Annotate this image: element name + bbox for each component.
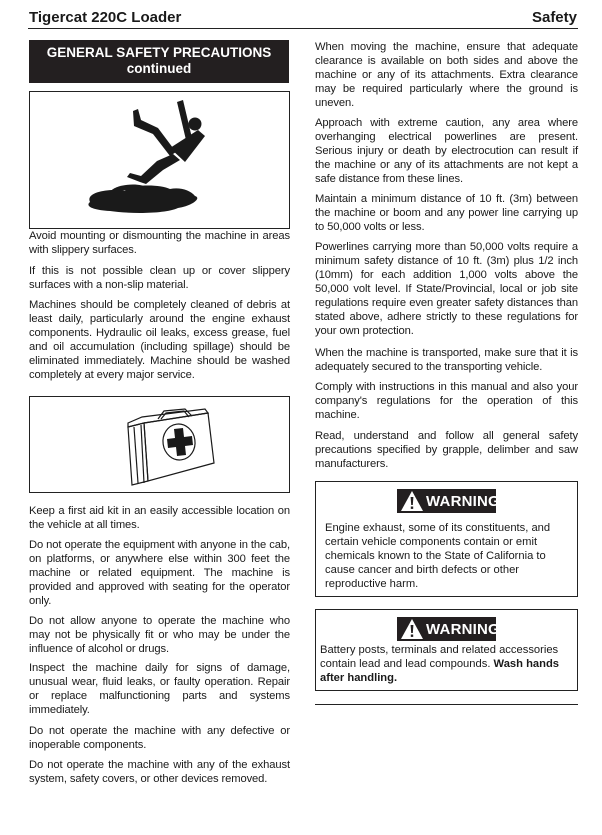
section-title: Safety [531, 9, 577, 26]
warning-text [320, 643, 575, 685]
paragraph: Maintain a minimum distance of 10 ft. (3m) between the machine or boom and any power line carrying up to 50,000 volts or less. [315, 193, 578, 233]
section-heading: GENERAL SAFETY PRECAUTIONS [46, 45, 272, 60]
warning-text-body: Battery posts, terminals and related accessories contain lead and lead compounds. [320, 644, 559, 670]
warning-text: Engine exhaust, some of its constituents, and certain vehicle components contain or emit chemicals known to the State of California to cause cancer and birth defects or other reproductive harm. [325, 522, 551, 590]
paragraph: Do not allow anyone to operate the machine who may not be physically fit or who may be under the influence of alcohol or drugs. [29, 615, 290, 655]
warning-text-emphasis: Wash hands after handling. [320, 658, 560, 684]
section-heading-box [29, 40, 289, 83]
first-aid-kit-icon [30, 397, 291, 494]
paragraph: When moving the machine, ensure that adequate clearance is available on both sides and above the machine or any of its attachments. Extra clearance may be required particularly where the ground is uneven. [315, 41, 578, 109]
section-heading-continued: continued [126, 61, 192, 76]
warning-label: WARNING [426, 493, 500, 510]
paragraph: Read, understand and follow all general safety precautions specified by grapple, delimber and saw manufacturers. [315, 430, 578, 470]
paragraph: Avoid mounting or dismounting the machine in areas with slippery surfaces. [29, 230, 290, 256]
paragraph: Powerlines carrying more than 50,000 volts require a minimum safety distance of 10 ft. (3m) plus 1/2 inch (10mm) for each addition 1,000 volts above the 50,000 volt level. If State/Provincial, local or job site regulations require even greater safety distances than stated above, adhere strictly to these regulations for your own protection. [315, 241, 578, 337]
warning-badge [397, 489, 500, 513]
slipping-person-icon [30, 92, 291, 230]
paragraph: If this is not possible clean up or cover slippery surfaces with a non-slip material. [29, 265, 290, 291]
paragraph: Do not operate the machine with any of the exhaust system, safety covers, or other devices removed. [29, 759, 290, 785]
paragraph: Approach with extreme caution, any area where overhanging electrical powerlines are present. Serious injury or death by electrocution can result if the machine or any of its attachments are not kept a safe distance from these lines. [315, 117, 578, 185]
warning-box-battery [315, 609, 578, 691]
paragraph: Do not operate the equipment with anyone in the cab, on platforms, or anywhere else within 300 feet the machine or related equipment. The machine is provided and approved with seating for the operator only. [29, 539, 290, 607]
paragraph: Machines should be completely cleaned of debris at least daily, particularly around the engine exhaust components. Hydraulic oil leaks, excess grease, fuel and oil accumulation (including spillage) should be eliminated immediately. Machine should be washed completely at every major service. [29, 299, 290, 381]
slip-hazard-figure [29, 91, 290, 229]
paragraph: Do not operate the machine with any defective or inoperable components. [29, 725, 290, 751]
paragraph: Keep a first aid kit in an easily accessible location on the vehicle at all times. [29, 505, 290, 531]
warning-triangle-icon [401, 619, 423, 639]
paragraph: Comply with instructions in this manual and also your company's regulations for the operation of this machine. [315, 381, 578, 421]
manual-title: Tigercat 220C Loader [29, 9, 182, 26]
column-end-divider [315, 704, 578, 705]
warning-box-california [315, 481, 578, 597]
paragraph: Inspect the machine daily for signs of damage, unusual wear, fluid leaks, or faulty operation. Repair or replace malfunctioning parts and systems immediately. [29, 662, 290, 716]
warning-triangle-icon [401, 491, 423, 511]
paragraph: When the machine is transported, make sure that it is adequately secured to the transporting vehicle. [315, 347, 578, 373]
warning-label: WARNING [426, 621, 500, 638]
header-divider [28, 28, 578, 29]
warning-badge [397, 617, 500, 641]
first-aid-figure [29, 396, 290, 493]
